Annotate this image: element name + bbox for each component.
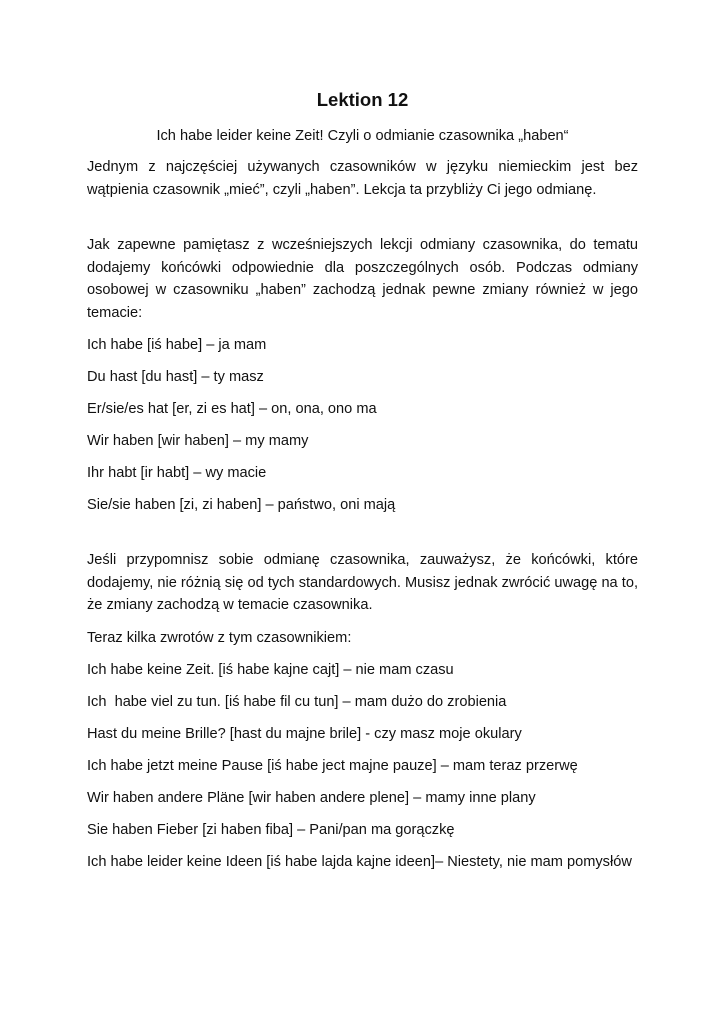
spacer xyxy=(87,745,638,755)
spacer xyxy=(87,201,638,234)
conjugation-line: Ihr habt [ir habt] – wy macie xyxy=(87,465,267,481)
spacer xyxy=(87,617,638,627)
spacer xyxy=(87,809,638,819)
spacer xyxy=(87,681,638,691)
spacer xyxy=(87,713,638,723)
spacer xyxy=(87,356,638,366)
spacer xyxy=(87,841,638,851)
spacer xyxy=(87,516,638,549)
intro-paragraph: Jednym z najczęściej używanych czasowników w języku niemieckim jest bez wątpienia czasownik „mieć”, czyli „haben”. Lekcja ta przybliży Ci jego odmianę. xyxy=(87,159,638,198)
spacer xyxy=(87,147,638,156)
phrase-line: Ich habe keine Zeit. [iś habe kajne cajt] – nie mam czasu xyxy=(87,661,454,678)
spacer xyxy=(87,777,638,787)
spacer xyxy=(87,388,638,398)
spacer xyxy=(87,324,638,334)
phrase-line: Sie haben Fieber [zi haben fiba] – Pani/pan ma gorączkę xyxy=(87,821,455,838)
conjugation-line: Sie/sie haben [zi, zi haben] – państwo, oni mają xyxy=(87,497,396,513)
lesson-subtitle: Ich habe leider keine Zeit! Czyli o odmianie czasownika „haben“ xyxy=(156,128,569,144)
spacer xyxy=(87,484,638,494)
phrases-intro: Teraz kilka zwrotów z tym czasownikiem: xyxy=(87,629,352,646)
spacer xyxy=(87,452,638,462)
spacer xyxy=(87,420,638,430)
phrase-line: Hast du meine Brille? [hast du majne brile] - czy masz moje okulary xyxy=(87,725,522,742)
phrase-line: Ich habe jetzt meine Pause [iś habe ject majne pauze] – mam teraz przerwę xyxy=(87,757,578,774)
conjugation-line: Er/sie/es hat [er, zi es hat] – on, ona, ono ma xyxy=(87,401,377,417)
conjugation-line: Ich habe [iś habe] – ja mam xyxy=(87,337,267,353)
phrase-line: Wir haben andere Pläne [wir haben andere plene] – mamy inne plany xyxy=(87,789,536,806)
endings-paragraph: Jeśli przypomnisz sobie odmianę czasownika, zauważysz, że końcówki, które dodajemy, nie różnią się od tych standardowych. Musisz jednak zwrócić uwagę na to, że zmiany zachodzą w temacie czasownika. xyxy=(87,552,638,613)
document-body xyxy=(87,88,638,873)
phrase-line: Ich habe viel zu tun. [iś habe fil cu tun] – mam dużo do zrobienia xyxy=(87,693,507,710)
conjugation-paragraph: Jak zapewne pamiętasz z wcześniejszych lekcji odmiany czasownika, do tematu dodajemy końcówki odpowiednie dla poszczególnych osób. Podczas odmiany osobowej w czasowniku „haben” zachodzą jednak pewne zmiany również w jego temacie: xyxy=(87,237,638,321)
lesson-title: Lektion 12 xyxy=(316,89,409,110)
conjugation-line: Wir haben [wir haben] – my mamy xyxy=(87,433,309,449)
spacer xyxy=(87,649,638,659)
conjugation-line: Du hast [du hast] – ty masz xyxy=(87,369,264,385)
phrase-line: Ich habe leider keine Ideen [iś habe lajda kajne ideen]– Niestety, nie mam pomysłów xyxy=(87,853,632,870)
